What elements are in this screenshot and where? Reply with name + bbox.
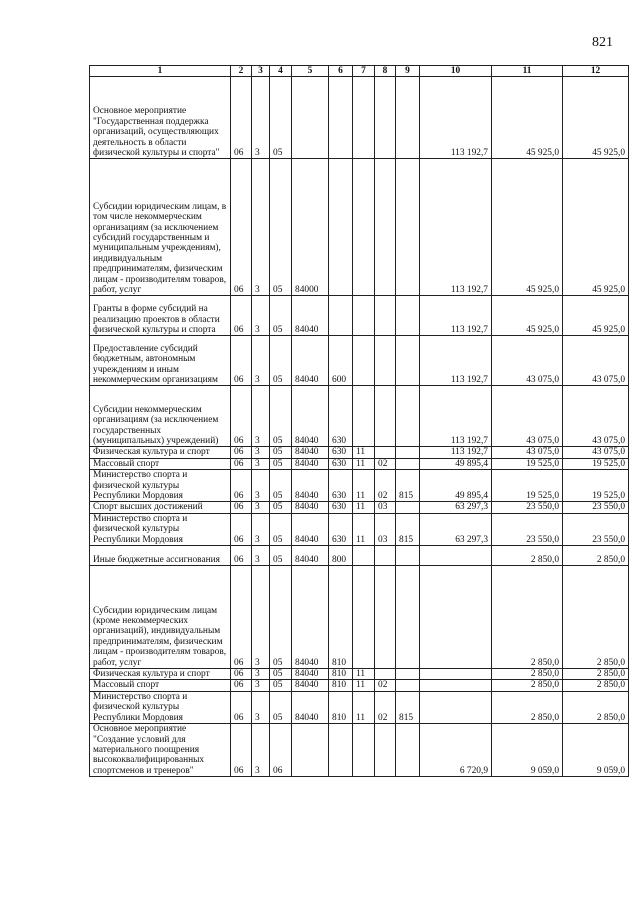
table-cell: [292, 77, 329, 159]
table-cell: [396, 566, 420, 669]
table-cell: 84040: [292, 546, 329, 566]
row-name-cell: Физическая культура и спорт: [90, 447, 231, 458]
table-cell: 9 059,0: [563, 724, 629, 777]
table-cell: 03: [375, 502, 396, 513]
table-cell: 06: [231, 296, 252, 336]
table-cell: 113 192,7: [420, 386, 492, 447]
table-cell: 02: [375, 680, 396, 691]
table-cell: [420, 546, 492, 566]
table-cell: [396, 680, 420, 691]
table-cell: 2 850,0: [492, 566, 563, 669]
table-cell: 05: [270, 470, 292, 502]
table-row: [90, 566, 629, 669]
table-cell: 630: [329, 513, 353, 545]
table-cell: 63 297,3: [420, 502, 492, 513]
table-cell: [396, 546, 420, 566]
row-name-cell: Спорт высших достижений: [90, 502, 231, 513]
column-header: 11: [492, 66, 563, 77]
table-cell: [396, 669, 420, 680]
table-cell: 06: [231, 386, 252, 447]
table-cell: 3: [252, 566, 270, 669]
table-cell: 63 297,3: [420, 513, 492, 545]
table-cell: [396, 724, 420, 777]
table-cell: 600: [329, 336, 353, 386]
table-cell: 05: [270, 546, 292, 566]
table-cell: 06: [231, 77, 252, 159]
table-cell: 84040: [292, 566, 329, 669]
table-cell: 84040: [292, 447, 329, 458]
table-cell: [292, 724, 329, 777]
table-cell: [375, 447, 396, 458]
table-cell: 23 550,0: [492, 502, 563, 513]
table-cell: 05: [270, 386, 292, 447]
table-cell: 3: [252, 502, 270, 513]
table-cell: [396, 386, 420, 447]
table-cell: [329, 296, 353, 336]
row-name-cell: Министерство спорта и физической культуры Республики Мордовия: [90, 691, 231, 723]
table-cell: 06: [231, 724, 252, 777]
column-header: 12: [563, 66, 629, 77]
table-row: [90, 386, 629, 447]
table-cell: 2 850,0: [563, 566, 629, 669]
column-header: 9: [396, 66, 420, 77]
table-cell: 45 925,0: [563, 296, 629, 336]
row-name-cell: Министерство спорта и физической культуры Республики Мордовия: [90, 513, 231, 545]
table-cell: 43 075,0: [492, 447, 563, 458]
table-cell: 23 550,0: [492, 513, 563, 545]
table-cell: 05: [270, 566, 292, 669]
table-cell: 43 075,0: [492, 336, 563, 386]
table-cell: 630: [329, 502, 353, 513]
table-cell: 06: [231, 502, 252, 513]
table-cell: 815: [396, 691, 420, 723]
table-cell: [375, 566, 396, 669]
table-cell: 810: [329, 691, 353, 723]
table-cell: 815: [396, 470, 420, 502]
row-name-cell: Основное мероприятие "Государственная поддержка организаций, осуществляющих деятельность в области физической культуры и спорта": [90, 77, 231, 159]
row-name-cell: Физическая культура и спорт: [90, 669, 231, 680]
table-cell: 49 895,4: [420, 458, 492, 469]
table-cell: 113 192,7: [420, 77, 492, 159]
row-name-cell: Массовый спорт: [90, 680, 231, 691]
table-row: [90, 336, 629, 386]
table-cell: [353, 296, 375, 336]
table-cell: 05: [270, 691, 292, 723]
table-cell: 45 925,0: [563, 77, 629, 159]
table-cell: 113 192,7: [420, 447, 492, 458]
table-cell: 43 075,0: [563, 336, 629, 386]
table-cell: 3: [252, 386, 270, 447]
column-header: 7: [353, 66, 375, 77]
table-cell: 84000: [292, 159, 329, 296]
table-cell: 06: [231, 669, 252, 680]
table-cell: 84040: [292, 386, 329, 447]
table-cell: 2 850,0: [492, 669, 563, 680]
table-cell: 11: [353, 691, 375, 723]
row-name-cell: Министерство спорта и физической культуры Республики Мордовия: [90, 470, 231, 502]
table-cell: 630: [329, 447, 353, 458]
table-cell: [353, 724, 375, 777]
table-cell: 45 925,0: [492, 159, 563, 296]
table-cell: [353, 336, 375, 386]
table-cell: 43 075,0: [492, 386, 563, 447]
table-cell: 19 525,0: [492, 458, 563, 469]
table-cell: [375, 336, 396, 386]
row-name-cell: Массовый спорт: [90, 458, 231, 469]
table-cell: 05: [270, 296, 292, 336]
table-cell: 810: [329, 680, 353, 691]
table-cell: [353, 159, 375, 296]
table-cell: 800: [329, 546, 353, 566]
table-cell: 630: [329, 386, 353, 447]
table-cell: 810: [329, 566, 353, 669]
row-name-cell: Гранты в форме субсидий на реализацию проектов в области физической культуры и спорта: [90, 296, 231, 336]
column-header: 5: [292, 66, 329, 77]
table-cell: 84040: [292, 691, 329, 723]
table-cell: 810: [329, 669, 353, 680]
table-cell: 02: [375, 691, 396, 723]
table-cell: 3: [252, 513, 270, 545]
table-cell: [420, 691, 492, 723]
table-cell: 2 850,0: [563, 546, 629, 566]
table-cell: [375, 669, 396, 680]
table-cell: 3: [252, 724, 270, 777]
table-cell: 3: [252, 470, 270, 502]
table-cell: [420, 680, 492, 691]
table-cell: 45 925,0: [563, 159, 629, 296]
table-cell: [396, 336, 420, 386]
table-cell: 11: [353, 447, 375, 458]
table-cell: 113 192,7: [420, 159, 492, 296]
table-row: [90, 669, 629, 680]
table-cell: 3: [252, 691, 270, 723]
table-cell: 05: [270, 669, 292, 680]
table-cell: [353, 386, 375, 447]
table-cell: 3: [252, 159, 270, 296]
table-cell: 45 925,0: [492, 296, 563, 336]
table-cell: 3: [252, 77, 270, 159]
table-cell: 06: [231, 566, 252, 669]
table-cell: 02: [375, 470, 396, 502]
table-cell: 3: [252, 458, 270, 469]
column-header: 2: [231, 66, 252, 77]
table-cell: [375, 159, 396, 296]
table-cell: 05: [270, 458, 292, 469]
table-cell: 113 192,7: [420, 336, 492, 386]
budget-table: [89, 65, 629, 777]
table-row: [90, 458, 629, 469]
table-cell: 06: [231, 159, 252, 296]
table-cell: [353, 546, 375, 566]
page-number: 821: [592, 35, 613, 50]
row-name-cell: Субсидии юридическим лицам (кроме некоммерческих организаций), индивидуальным предпринимателям, физическим лицам - производителям товаров, работ, услуг: [90, 566, 231, 669]
table-cell: 3: [252, 336, 270, 386]
table-cell: 05: [270, 680, 292, 691]
table-cell: 2 850,0: [492, 691, 563, 723]
table-cell: 2 850,0: [563, 691, 629, 723]
table-cell: 11: [353, 458, 375, 469]
table-cell: [353, 566, 375, 669]
table-cell: [375, 546, 396, 566]
table-cell: [375, 724, 396, 777]
table-cell: 11: [353, 470, 375, 502]
column-header: 6: [329, 66, 353, 77]
table-cell: 11: [353, 680, 375, 691]
table-cell: 9 059,0: [492, 724, 563, 777]
table-cell: 03: [375, 513, 396, 545]
table-cell: 2 850,0: [492, 546, 563, 566]
table-cell: 23 550,0: [563, 513, 629, 545]
column-header: 3: [252, 66, 270, 77]
table-cell: 19 525,0: [563, 470, 629, 502]
table-cell: [329, 159, 353, 296]
table-cell: 06: [231, 691, 252, 723]
table-cell: 113 192,7: [420, 296, 492, 336]
table-cell: 84040: [292, 458, 329, 469]
table-cell: [396, 77, 420, 159]
table-cell: 05: [270, 159, 292, 296]
table-cell: [420, 669, 492, 680]
row-name-cell: Основное мероприятие "Создание условий для материального поощрения высококвалифицированных спортсменов и тренеров": [90, 724, 231, 777]
table-cell: [396, 447, 420, 458]
column-header: 4: [270, 66, 292, 77]
table-cell: [420, 566, 492, 669]
table-row: [90, 546, 629, 566]
table-cell: 3: [252, 447, 270, 458]
table-cell: 23 550,0: [563, 502, 629, 513]
table-cell: 43 075,0: [563, 447, 629, 458]
table-cell: 06: [231, 513, 252, 545]
table-row: [90, 502, 629, 513]
table-cell: 3: [252, 296, 270, 336]
table-cell: 19 525,0: [492, 470, 563, 502]
table-cell: 2 850,0: [563, 680, 629, 691]
table-row: [90, 159, 629, 296]
table-cell: [396, 159, 420, 296]
table-cell: 05: [270, 502, 292, 513]
table-cell: [396, 458, 420, 469]
table-cell: 43 075,0: [563, 386, 629, 447]
table-cell: 49 895,4: [420, 470, 492, 502]
column-header: 8: [375, 66, 396, 77]
table-cell: 05: [270, 77, 292, 159]
table-cell: 3: [252, 680, 270, 691]
table-cell: 11: [353, 513, 375, 545]
table-cell: 84040: [292, 680, 329, 691]
row-name-cell: Субсидии некоммерческим организациям (за исключением государственных (муниципальных) учреждений): [90, 386, 231, 447]
column-header: 1: [90, 66, 231, 77]
table-cell: 84040: [292, 336, 329, 386]
table-cell: [375, 296, 396, 336]
table-row: [90, 296, 629, 336]
table-cell: 630: [329, 470, 353, 502]
table-cell: 84040: [292, 296, 329, 336]
header-row: [90, 66, 629, 77]
table-cell: 05: [270, 336, 292, 386]
table-row: [90, 447, 629, 458]
row-name-cell: Иные бюджетные ассигнования: [90, 546, 231, 566]
table-cell: 45 925,0: [492, 77, 563, 159]
table-cell: 19 525,0: [563, 458, 629, 469]
table-cell: 6 720,9: [420, 724, 492, 777]
table-row: [90, 470, 629, 502]
row-name-cell: Субсидии юридическим лицам, в том числе некоммерческим организациям (за исключением субсидий государственным и муниципальным учреждениям), индивидуальным предпринимателям, физическим лицам - производителям товаров, работ, услуг: [90, 159, 231, 296]
table-row: [90, 724, 629, 777]
table-cell: [396, 296, 420, 336]
table-cell: [353, 77, 375, 159]
table-cell: 06: [231, 470, 252, 502]
table-cell: 3: [252, 669, 270, 680]
table-row: [90, 691, 629, 723]
table-cell: 02: [375, 458, 396, 469]
table-row: [90, 513, 629, 545]
row-name-cell: Предоставление субсидий бюджетным, автономным учреждениям и иным некоммерческим организациям: [90, 336, 231, 386]
table-row: [90, 680, 629, 691]
column-header: 10: [420, 66, 492, 77]
table-cell: 05: [270, 447, 292, 458]
table-cell: 11: [353, 669, 375, 680]
table-cell: 06: [231, 336, 252, 386]
table-cell: [329, 77, 353, 159]
table-cell: 84040: [292, 470, 329, 502]
table-cell: 2 850,0: [563, 669, 629, 680]
table-cell: [396, 502, 420, 513]
table-cell: 84040: [292, 669, 329, 680]
table-cell: [329, 724, 353, 777]
table-cell: 2 850,0: [492, 680, 563, 691]
table-cell: 84040: [292, 502, 329, 513]
table-cell: 06: [231, 447, 252, 458]
table-cell: [375, 386, 396, 447]
table-cell: 06: [231, 458, 252, 469]
table-cell: [375, 77, 396, 159]
table-cell: 630: [329, 458, 353, 469]
table-cell: 815: [396, 513, 420, 545]
table-row: [90, 77, 629, 159]
table-cell: 84040: [292, 513, 329, 545]
table-cell: 06: [231, 546, 252, 566]
table-cell: 06: [231, 680, 252, 691]
table-cell: 11: [353, 502, 375, 513]
table-cell: 06: [270, 724, 292, 777]
table-cell: 3: [252, 546, 270, 566]
table-cell: 05: [270, 513, 292, 545]
